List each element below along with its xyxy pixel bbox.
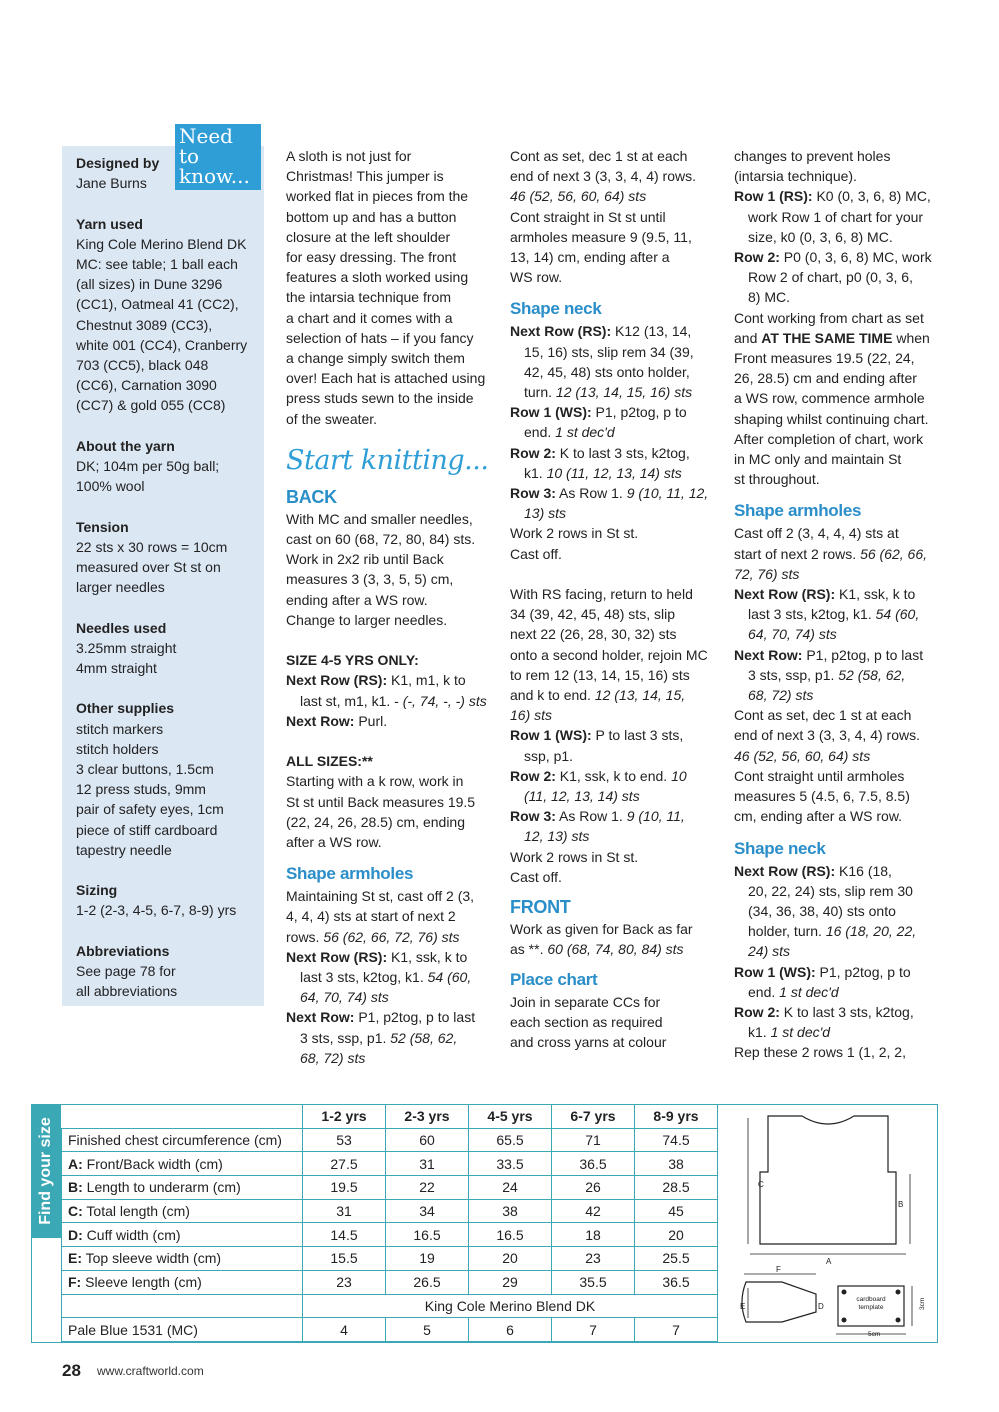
measurement-value: 36.5 — [552, 1152, 635, 1176]
start-knitting-heading: Start knitting... — [286, 444, 489, 476]
sidebar-line: (CC6), Carnation 3090 — [76, 377, 217, 394]
measurement-value: 60 — [386, 1128, 469, 1152]
measurement-value: 31 — [386, 1152, 469, 1176]
sidebar-line: piece of stiff cardboard — [76, 821, 218, 838]
sidebar-line: 4mm straight — [76, 660, 157, 677]
svg-text:template: template — [858, 1304, 884, 1311]
ball-count: 7 — [552, 1318, 635, 1342]
sidebar-line: stitch holders — [76, 740, 159, 757]
sidebar-section-heading: Abbreviations — [76, 942, 170, 959]
sidebar-line: 22 sts x 30 rows = 10cm — [76, 538, 228, 555]
back-heading: BACK — [286, 486, 337, 507]
measurement-value: 16.5 — [386, 1223, 469, 1247]
sidebar-details — [76, 153, 261, 1022]
measurement-value: 42 — [552, 1199, 635, 1223]
measurement-value: 31 — [303, 1199, 386, 1223]
measurement-value: 24 — [469, 1176, 552, 1200]
size-header: 4-5 yrs — [469, 1105, 552, 1129]
measurement-value: 25.5 — [635, 1247, 718, 1271]
sidebar-section-heading: Other supplies — [76, 700, 175, 717]
find-your-size-tab: Find your size — [31, 1104, 61, 1238]
measurement-label: B: Length to underarm (cm) — [62, 1176, 303, 1200]
measurement-value: 22 — [386, 1176, 469, 1200]
sidebar-line: King Cole Merino Blend DK — [76, 235, 247, 252]
measurement-value: 45 — [635, 1199, 718, 1223]
ball-count: 4 — [303, 1318, 386, 1342]
sidebar-line: MC: see table; 1 ball each — [76, 256, 238, 272]
measurement-value: 65.5 — [469, 1128, 552, 1152]
size-table — [61, 1104, 718, 1342]
size-header: 1-2 yrs — [303, 1105, 386, 1129]
measurement-value: 20 — [469, 1247, 552, 1271]
table-row — [62, 1223, 718, 1247]
measurement-label: Finished chest circumference (cm) — [62, 1128, 303, 1152]
measurement-value: 26 — [552, 1176, 635, 1200]
measurement-value: 15.5 — [303, 1247, 386, 1271]
measurement-value: 16.5 — [469, 1223, 552, 1247]
page-number: 28 — [62, 1361, 81, 1380]
measurement-value: 38 — [635, 1152, 718, 1176]
measurement-value: 35.5 — [552, 1270, 635, 1294]
sidebar-section-heading: Sizing — [76, 882, 118, 899]
measurement-label: E: Top sleeve width (cm) — [62, 1247, 303, 1271]
sidebar-line: larger needles — [76, 579, 165, 596]
table-row — [62, 1247, 718, 1271]
sidebar-section-heading: Yarn used — [76, 215, 143, 232]
sidebar-line: See page 78 for — [76, 963, 176, 980]
label-b: B — [898, 1200, 904, 1209]
label-c: C — [758, 1180, 764, 1189]
measurement-value: 36.5 — [635, 1270, 718, 1294]
yarn-row — [62, 1294, 718, 1318]
table-row — [62, 1199, 718, 1223]
label-d: D — [818, 1302, 824, 1311]
sidebar-line: 3 clear buttons, 1.5cm — [76, 761, 214, 778]
measurement-value: 19.5 — [303, 1176, 386, 1200]
sidebar-section — [76, 517, 261, 598]
svg-text:3cm: 3cm — [919, 1297, 926, 1310]
sidebar-line: measured over St st on — [76, 559, 221, 576]
mc-label: Pale Blue 1531 (MC) — [62, 1318, 303, 1342]
sidebar-line: 703 (CC5), black 048 — [76, 357, 209, 374]
measurement-value: 14.5 — [303, 1223, 386, 1247]
place-chart-heading: Place chart — [510, 969, 598, 989]
measurement-value: 71 — [552, 1128, 635, 1152]
size-header-row — [62, 1105, 718, 1129]
sidebar-line: 1-2 (2-3, 4-5, 6-7, 8-9) yrs — [76, 902, 237, 919]
measurement-value: 34 — [386, 1199, 469, 1223]
ball-count: 5 — [386, 1318, 469, 1342]
column-2: Cont as set, dec 1 st at each end of next 3 (3, 3, 4, 4) rows. 46 (52, 56, 60, 64) sts Cont straight in St st until armholes measure 9 (9.5, 11, 13, 14) cm, ending after a WS row. Shape neck Next Row (RS): K12 (13, 14, 15, 16) sts, slip rem 34 (39, 42, 45, 48) sts onto holder, turn. 12 (13, 14, 15, 16) sts Row 1 (WS): P1, p2tog, p to end. 1 st dec'd Row 2: K to last 3 sts, k2tog, k1. 10 (11, 12, 13, 14) sts Row 3: As Row 1. 9 (10, 11, 12, 13) sts Work 2 rows in St st. Cast off. With RS facing, return to held 34 (39, 42, 45, 48) sts, slip next 22 (26, 28, 30, 32) sts onto a second holder, rejoin MC to rem 12 (13, 14, 15, 16) sts and k to end. 12 (13, 14, 15, 16) sts Row 1 (WS): P to last 3 sts, ssp, p1. Row 2: K1, ssk, k to end. 10 (11, 12, 13, 14) sts Row 3: As Row 1. 9 (10, 11, 12, 13) sts Work 2 rows in St st. Cast off. FRONT Work as given for Back as far as **. 60 (68, 74, 80, 84) sts Place chart Join in separate CCs for each section as required and cross yarns at colour — [510, 146, 722, 1052]
measurement-value: 33.5 — [469, 1152, 552, 1176]
sidebar-line: DK; 104m per 50g ball; — [76, 458, 220, 475]
sidebar-section-heading: Needles used — [76, 619, 167, 636]
column-1: A sloth is not just for Christmas! This jumper is worked flat in pieces from the bottom up and has a button closure at the left shoulder for easy dressing. The front features a sloth worked using the intarsia technique from a chart and it comes with a selection of hats – if you fancy a change simply switch them over! Each hat is attached using press studs sewn to the inside of the sweater. Start knitting... BACK With MC and smaller needles, cast on 60 (68, 72, 80, 84) sts. Work in 2x2 rib until Back measures 3 (3, 3, 5, 5) cm, ending after a WS row. Change to larger needles. SIZE 4-5 YRS ONLY: Next Row (RS): K1, m1, k to last st, m1, k1. - (-, 74, -, -) sts Next Row: Purl. ALL SIZES:** Starting with a k row, work in St st until Back measures 19.5 (22, 24, 26, 28.5) cm, ending after a WS row. Shape armholes Maintaining St st, cast off 2 (3, 4, 4, 4) sts at start of next 2 rows. 56 (62, 66, 72, 76) sts Next Row (RS): K1, ssk, k to last 3 sts, k2tog, k1. 54 (60, 64, 70, 74) sts Next Row: P1, p2tog, p to last 3 sts, ssp, p1. 52 (58, 62, 68, 72) sts — [286, 146, 498, 1068]
measurement-label: C: Total length (cm) — [62, 1199, 303, 1223]
shape-neck-heading: Shape neck — [510, 299, 602, 319]
front-heading: FRONT — [510, 897, 571, 918]
footer-url: www.craftworld.com — [97, 1364, 204, 1378]
sidebar-section — [76, 153, 261, 193]
measurement-value: 74.5 — [635, 1128, 718, 1152]
sidebar-line: pair of safety eyes, 1cm — [76, 801, 224, 818]
sidebar-section-heading: Designed by — [76, 155, 160, 171]
table-row — [62, 1270, 718, 1294]
table-row — [62, 1152, 718, 1176]
table-row — [62, 1318, 718, 1342]
yarn-name: King Cole Merino Blend DK — [303, 1294, 718, 1318]
size-header: 6-7 yrs — [552, 1105, 635, 1129]
sidebar-line: stitch markers — [76, 720, 164, 737]
garment-diagram — [728, 1108, 934, 1340]
measurement-label: D: Cuff width (cm) — [62, 1223, 303, 1247]
sidebar-line: tapestry needle — [76, 841, 172, 858]
sidebar-section — [76, 880, 261, 920]
label-f: F — [776, 1265, 781, 1274]
measurement-value: 20 — [635, 1223, 718, 1247]
size-header: 8-9 yrs — [635, 1105, 718, 1129]
shape-armholes-heading: Shape armholes — [286, 864, 414, 884]
sidebar-line: 100% wool — [76, 478, 145, 495]
measurement-value: 28.5 — [635, 1176, 718, 1200]
ball-count: 6 — [469, 1318, 552, 1342]
sidebar-section — [76, 214, 261, 416]
sidebar-line: 12 press studs, 9mm — [76, 781, 206, 798]
measurement-value: 53 — [303, 1128, 386, 1152]
svg-text:5cm: 5cm — [868, 1331, 881, 1338]
table-row — [62, 1128, 718, 1152]
measurement-value: 19 — [386, 1247, 469, 1271]
need-to-know-badge: Need to know... — [175, 124, 261, 190]
table-row — [62, 1176, 718, 1200]
sidebar-line: (all sizes) in Dune 3296 — [76, 276, 223, 293]
measurement-value: 26.5 — [386, 1270, 469, 1294]
measurement-value: 18 — [552, 1223, 635, 1247]
sidebar-line: 3.25mm straight — [76, 639, 177, 656]
shape-armholes-heading-2: Shape armholes — [734, 501, 862, 521]
sidebar-section-heading: Tension — [76, 518, 129, 535]
sidebar-line: (CC1), Oatmeal 41 (CC2), — [76, 296, 239, 313]
measurement-value: 23 — [552, 1247, 635, 1271]
measurement-label: A: Front/Back width (cm) — [62, 1152, 303, 1176]
sidebar-line: all abbreviations — [76, 983, 178, 1000]
measurement-label: F: Sleeve length (cm) — [62, 1270, 303, 1294]
body-outline — [760, 1116, 896, 1244]
label-e: E — [740, 1302, 746, 1311]
measurement-value: 27.5 — [303, 1152, 386, 1176]
sidebar-section — [76, 941, 261, 1002]
sidebar-line: Jane Burns — [76, 175, 147, 192]
sidebar-section — [76, 436, 261, 497]
sidebar-section — [76, 618, 261, 679]
sidebar-section — [76, 698, 261, 860]
sidebar-line: white 001 (CC4), Cranberry — [76, 336, 248, 353]
sidebar-line: Chestnut 3089 (CC3), — [76, 316, 213, 333]
label-a: A — [826, 1257, 832, 1266]
size-header: 2-3 yrs — [386, 1105, 469, 1129]
measurement-value: 23 — [303, 1270, 386, 1294]
svg-text:cardboard: cardboard — [856, 1296, 886, 1303]
measurement-value: 38 — [469, 1199, 552, 1223]
ball-count: 7 — [635, 1318, 718, 1342]
shape-neck-heading-2: Shape neck — [734, 838, 826, 858]
measurement-value: 29 — [469, 1270, 552, 1294]
sidebar-section-heading: About the yarn — [76, 437, 175, 454]
sleeve-outline — [742, 1282, 816, 1322]
sidebar-line: (CC7) & gold 055 (CC8) — [76, 397, 226, 414]
column-3: changes to prevent holes (intarsia technique). Row 1 (RS): K0 (0, 3, 6, 8) MC, work Row 1 of chart for your size, k0 (0, 3, 6, 8) MC. Row 2: P0 (0, 3, 6, 8) MC, work Row 2 of chart, p0 (0, 3, 6, 8) MC. Cont working from chart as set and AT THE SAME TIME when Front measures 19.5 (22, 24, 26, 28.5) cm and ending after a WS row, commence armhole shaping whilst continuing chart. After completion of chart, work in MC only and maintain St st throughout. Shape armholes Cast off 2 (3, 4, 4, 4) sts at start of next 2 rows. 56 (62, 66, 72, 76) sts Next Row (RS): K1, ssk, k to last 3 sts, k2tog, k1. 54 (60, 64, 70, 74) sts Next Row: P1, p2tog, p to last 3 sts, ssp, p1. 52 (58, 62, 68, 72) sts Cont as set, dec 1 st at each end of next 3 (3, 3, 4, 4) rows. 46 (52, 56, 60, 64) sts Cont straight until armholes measures 5 (4.5, 6, 7.5, 8.5) cm, ending after a WS row. Shape neck Next Row (RS): K16 (18, 20, 22, 24) sts, slip rem 30 (34, 36, 38, 40) sts onto holder, turn. 16 (18, 20, 22, 24) sts Row 1 (WS): P1, p2tog, p to end. 1 st dec'd Row 2: K to last 3 sts, k2tog, k1. 1 st dec'd Rep these 2 rows 1 (1, 2, 2, — [734, 146, 946, 1063]
